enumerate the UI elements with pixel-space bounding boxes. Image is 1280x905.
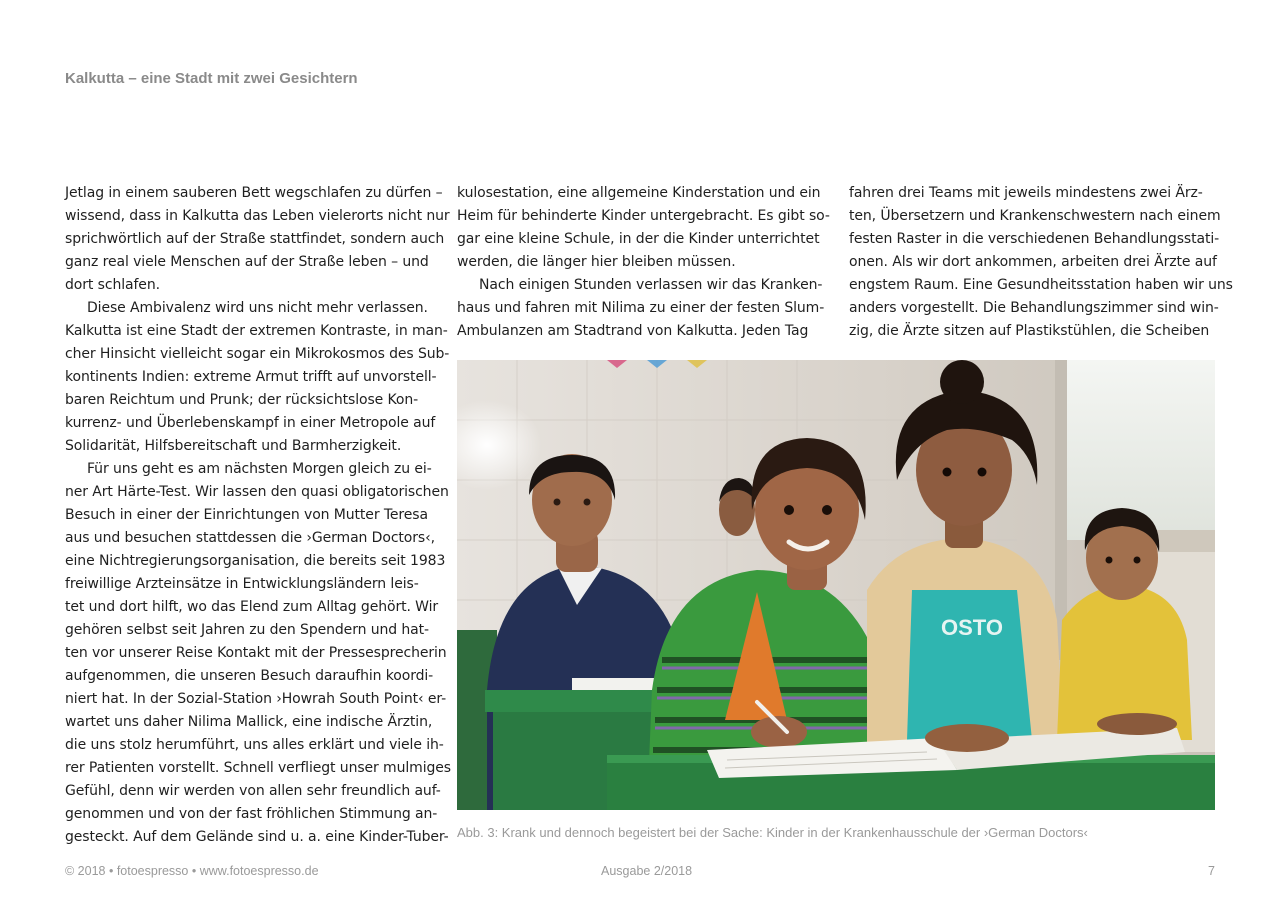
text-line: eine Nichtregierungsorganisation, die bereits seit 1983 — [65, 553, 446, 569]
text-line: Heim für behinderte Kinder untergebracht. Es gibt so- — [457, 208, 830, 224]
body-paragraph — [65, 458, 451, 849]
footer-issue: Ausgabe 2/2018 — [601, 864, 693, 878]
text-line: wissend, dass in Kalkutta das Leben vielerorts nicht nur — [65, 208, 450, 224]
text-line: aufgenommen, die unseren Besuch daraufhin koordi- — [65, 668, 434, 684]
text-line: engstem Raum. Eine Gesundheitsstation haben wir uns — [849, 277, 1233, 293]
text-line: ten vor unserer Reise Kontakt mit der Pressesprecherin — [65, 645, 447, 661]
text-line: kulosestation, eine allgemeine Kinderstation und ein — [457, 185, 821, 201]
text-line: aus und besuchen stattdessen die ›German Doctors‹, — [65, 530, 435, 546]
text-line: anders vorgestellt. Die Behandlungszimmer sind win- — [849, 300, 1219, 316]
text-line: gar eine kleine Schule, in der die Kinder unterrichtet — [457, 231, 820, 247]
text-line: genommen und von der fast fröhlichen Stimmung an- — [65, 806, 438, 822]
text-line: ganz real viele Menschen auf der Straße leben – und — [65, 254, 429, 270]
body-paragraph — [65, 297, 450, 458]
text-line: fahren drei Teams mit jeweils mindestens zwei Ärz- — [849, 185, 1203, 201]
text-line: Solidarität, Hilfsbereitschaft und Barmherzigkeit. — [65, 438, 402, 454]
text-line: niert hat. In der Sozial-Station ›Howrah South Point‹ er- — [65, 691, 447, 707]
text-line: rer Patienten vorstellt. Schnell verfliegt unser mulmiges — [65, 760, 451, 776]
text-line: Diese Ambivalenz wird uns nicht mehr verlassen. — [87, 300, 428, 316]
body-paragraph — [65, 182, 450, 297]
text-line: dort schlafen. — [65, 277, 160, 293]
text-line: cher Hinsicht vielleicht sogar ein Mikrokosmos des Sub- — [65, 346, 450, 362]
page-number: 7 — [1208, 864, 1215, 878]
running-title: Kalkutta – eine Stadt mit zwei Gesichtern — [65, 70, 358, 87]
text-column-3 — [849, 182, 1233, 343]
text-line: tet und dort hilft, wo das Elend zum Alltag gehört. Wir — [65, 599, 439, 615]
text-line: Besuch in einer der Einrichtungen von Mutter Teresa — [65, 507, 428, 523]
text-line: zig, die Ärzte sitzen auf Plastikstühlen, die Scheiben — [849, 323, 1210, 339]
text-column-1 — [65, 182, 451, 849]
text-line: sprichwörtlich auf der Straße stattfindet, sondern auch — [65, 231, 445, 247]
text-line: festen Raster in die verschiedenen Behandlungsstati- — [849, 231, 1220, 247]
text-line: gehören selbst seit Jahren zu den Spendern und hat- — [65, 622, 430, 638]
text-line: haus und fahren mit Nilima zu einer der festen Slum- — [457, 300, 825, 316]
text-line: wartet uns daher Nilima Mallick, eine indische Ärztin, — [65, 714, 433, 730]
footer-copyright[interactable]: © 2018 • fotoespresso • www.fotoespresso.de — [65, 864, 319, 878]
text-line: kontinents Indien: extreme Armut trifft auf unvorstell- — [65, 369, 437, 385]
text-line: onen. Als wir dort ankommen, arbeiten drei Ärzte auf — [849, 254, 1217, 270]
text-line: kurrenz- und Überlebenskampf in einer Metropole auf — [65, 415, 436, 431]
text-line: Nach einigen Stunden verlassen wir das Kranken- — [479, 277, 823, 293]
text-line: Jetlag in einem sauberen Bett wegschlafen zu dürfen – — [65, 185, 443, 201]
body-paragraph — [457, 182, 829, 274]
text-line: Gefühl, denn wir werden von allen sehr freundlich auf- — [65, 783, 441, 799]
text-line: gesteckt. Auf dem Gelände sind u. a. eine Kinder-Tuber- — [65, 829, 449, 845]
classroom-photo — [457, 360, 1215, 810]
text-column-2 — [457, 182, 829, 343]
shirt-print: OSTO — [941, 615, 1003, 640]
text-line: freiwillige Arzteinsätze in Entwicklungsländern leis- — [65, 576, 419, 592]
text-line: die uns stolz herumführt, uns alles erklärt und viele ih- — [65, 737, 444, 753]
text-line: ten, Übersetzern und Krankenschwestern nach einem — [849, 208, 1221, 224]
text-line: ner Art Härte-Test. Wir lassen den quasi obligatorischen — [65, 484, 449, 500]
body-paragraph — [849, 182, 1233, 343]
text-line: Für uns geht es am nächsten Morgen gleich zu ei- — [87, 461, 432, 477]
figure-caption: Abb. 3: Krank und dennoch begeistert bei der Sache: Kinder in der Krankenhausschule der ›German Doctors‹ — [457, 825, 1088, 840]
body-paragraph — [457, 274, 829, 343]
text-line: Kalkutta ist eine Stadt der extremen Kontraste, in man- — [65, 323, 448, 339]
text-line: baren Reichtum und Prunk; der rücksichtslose Kon- — [65, 392, 419, 408]
text-line: werden, die länger hier bleiben müssen. — [457, 254, 736, 270]
text-line: Ambulanzen am Stadtrand von Kalkutta. Jeden Tag — [457, 323, 809, 339]
